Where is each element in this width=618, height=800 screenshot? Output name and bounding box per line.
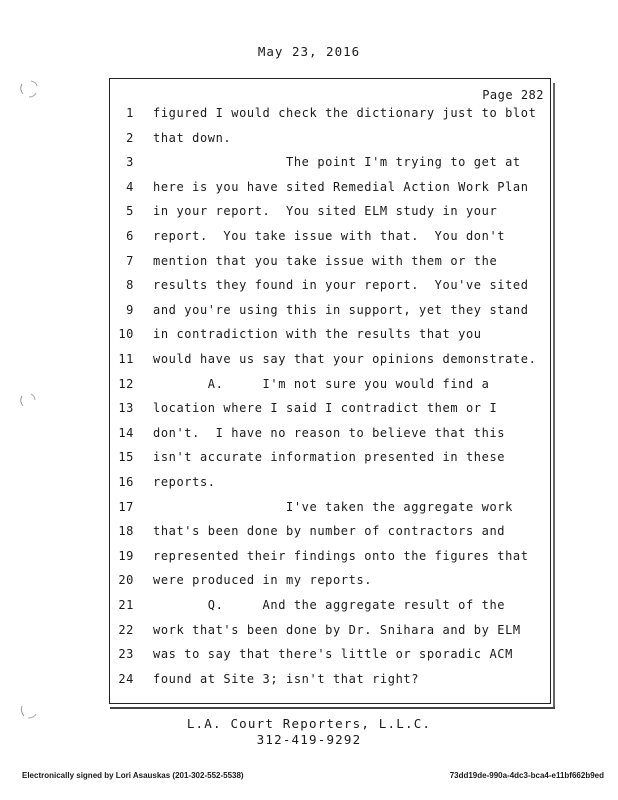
line-text: represented their findings onto the figures that xyxy=(153,548,529,563)
line-text: in your report. You sited ELM study in your xyxy=(153,204,498,219)
line-number: 17 xyxy=(118,499,134,514)
transcript-line xyxy=(0,204,618,224)
transcript-line xyxy=(0,278,618,298)
line-text: that's been done by number of contractors and xyxy=(153,524,506,539)
transcript-line xyxy=(0,549,618,569)
electronic-signature: Electronically signed by Lori Asauskas (201-302-552-5538) xyxy=(22,771,244,780)
transcript-line xyxy=(0,106,618,126)
transcript-line xyxy=(0,450,618,470)
line-text: report. You take issue with that. You don't xyxy=(153,229,506,243)
line-text: work that's been done by Dr. Snihara and by ELM xyxy=(153,622,521,637)
document-hash: 73dd19de-990a-4dc3-bca4-e11bf662b9ed xyxy=(449,771,604,780)
transcript-line xyxy=(0,180,618,200)
transcript-line xyxy=(0,426,618,446)
line-number: 5 xyxy=(126,204,134,219)
transcript-line xyxy=(0,623,618,643)
line-text: was to say that there's little or sporadic ACM xyxy=(153,647,513,662)
transcript-line xyxy=(0,229,618,249)
line-text: results they found in your report. You've sited xyxy=(153,278,529,293)
line-text: figured I would check the dictionary just to blot xyxy=(153,106,537,120)
line-number: 10 xyxy=(118,327,134,342)
line-text: here is you have sited Remedial Action Work Plan xyxy=(153,179,529,194)
transcript-line xyxy=(0,352,618,372)
line-number: 16 xyxy=(118,475,134,489)
transcript-line xyxy=(0,647,618,667)
page-number: Page 282 xyxy=(482,88,544,102)
line-number: 24 xyxy=(118,671,134,686)
line-text: reports. xyxy=(153,475,216,489)
line-number: 19 xyxy=(118,548,134,563)
line-number: 3 xyxy=(126,155,134,170)
line-number: 15 xyxy=(118,450,134,465)
line-number: 9 xyxy=(126,302,134,317)
line-number: 21 xyxy=(118,598,134,612)
transcript-date: May 23, 2016 xyxy=(257,44,361,59)
line-number: 4 xyxy=(126,179,134,194)
line-number: 12 xyxy=(118,376,134,391)
line-number: 11 xyxy=(118,352,134,366)
court-reporter-name: L.A. Court Reporters, L.L.C. xyxy=(186,716,432,731)
transcript-line xyxy=(0,672,618,692)
transcript-line xyxy=(0,131,618,151)
line-text: mention that you take issue with them or the xyxy=(153,253,498,268)
line-number: 18 xyxy=(118,524,134,539)
transcript-line xyxy=(0,303,618,323)
line-text: isn't accurate information presented in these xyxy=(153,450,506,465)
transcript-line xyxy=(0,475,618,495)
line-number: 20 xyxy=(118,573,134,588)
line-number: 14 xyxy=(118,425,134,440)
line-text: The point I'm trying to get at xyxy=(153,155,521,170)
line-text: would have us say that your opinions demonstrate. xyxy=(153,352,537,366)
transcript-line xyxy=(0,155,618,175)
transcript-line xyxy=(0,254,618,274)
transcript-line xyxy=(0,573,618,593)
line-number: 1 xyxy=(126,106,134,120)
transcript-line xyxy=(0,377,618,397)
line-text: don't. I have no reason to believe that this xyxy=(153,425,506,440)
line-number: 22 xyxy=(118,622,134,637)
transcript-line xyxy=(0,598,618,618)
line-text: location where I said I contradict them or I xyxy=(153,401,498,416)
line-number: 7 xyxy=(126,253,134,268)
line-text: in contradiction with the results that you xyxy=(153,327,482,342)
transcript-line xyxy=(0,401,618,421)
line-text: I've taken the aggregate work xyxy=(153,499,513,514)
line-number: 13 xyxy=(118,401,134,416)
line-text: A. I'm not sure you would find a xyxy=(153,376,490,391)
transcript-line xyxy=(0,524,618,544)
line-text: that down. xyxy=(153,130,232,145)
punch-hole-mark-top xyxy=(16,76,42,102)
line-text: Q. And the aggregate result of the xyxy=(153,598,506,612)
line-number: 23 xyxy=(118,647,134,662)
line-text: found at Site 3; isn't that right? xyxy=(153,671,420,686)
line-number: 8 xyxy=(126,278,134,293)
line-text: and you're using this in support, yet they stand xyxy=(153,302,529,317)
court-reporter-phone: 312-419-9292 xyxy=(256,732,362,747)
line-number: 6 xyxy=(126,229,134,243)
line-number: 2 xyxy=(126,130,134,145)
transcript-line xyxy=(0,327,618,347)
line-text: were produced in my reports. xyxy=(153,573,373,588)
transcript-line xyxy=(0,500,618,520)
